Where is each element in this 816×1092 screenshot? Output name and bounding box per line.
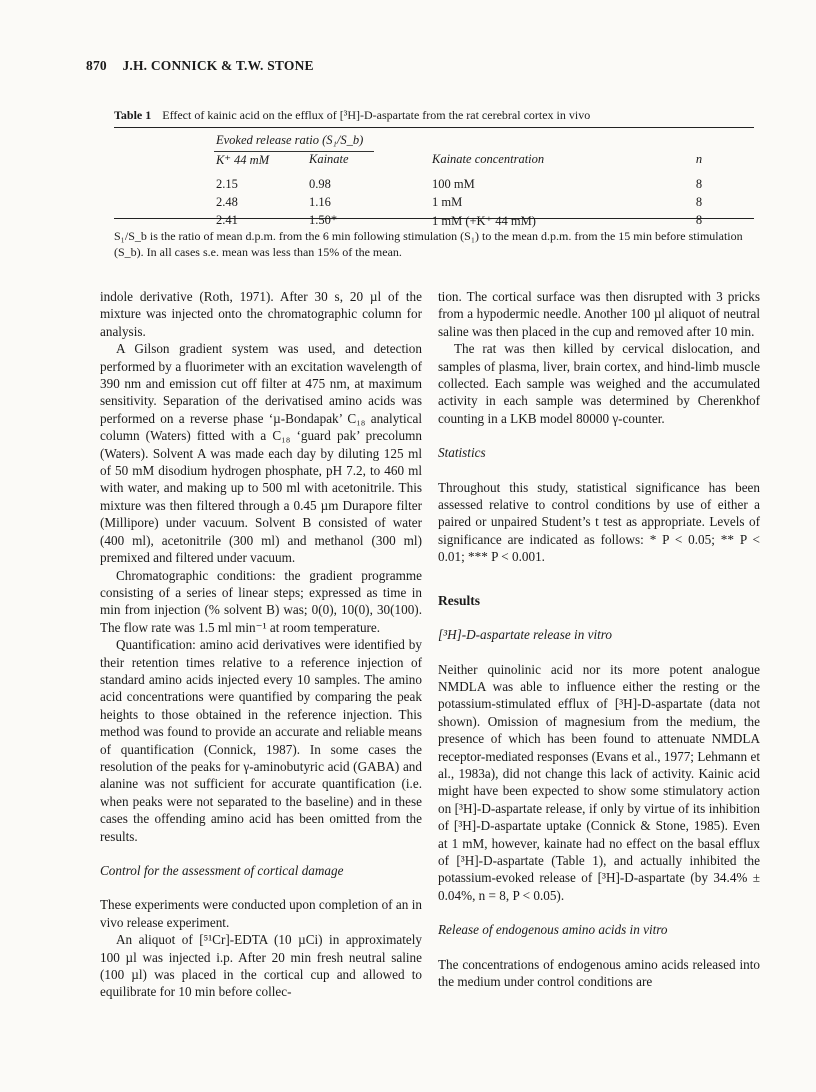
subsection-heading: Release of endogenous amino acids in vitro [438, 922, 668, 938]
cell: 1 mM [432, 195, 463, 209]
header-n: n [695, 152, 703, 166]
data-table [114, 133, 754, 231]
paragraph: Chromatographic conditions: the gradient programme consisting of a series of linear steps; expressed as time in min from injection (% solvent B) was; 0(0), 10(0), 30(100). The flow rate was 1.5 ml min⁻¹ at room temperature. [100, 567, 422, 635]
section-heading-statistics: Statistics [438, 445, 486, 461]
paragraph: Throughout this study, statistical significance has been assessed relative to control conditions by use of either a paired or unpaired Student’s t test as appropriate. Levels of significance are indicated as follows: * P < 0.05; ** P < 0.01; *** P < 0.001. [438, 479, 760, 565]
paragraph: indole derivative (Roth, 1971). After 30 s, 20 µl of the mixture was injected onto the chromatographic column for analysis. [100, 289, 422, 339]
paragraph: An aliquot of [⁵¹Cr]-EDTA (10 µCi) in approximately 100 µl was injected i.p. After 20 min fresh neutral saline (100 µl) was placed in the cortical cup and allowed to equilibrate for 10 min before collec- [100, 932, 422, 1000]
cell: 100 mM [432, 177, 475, 191]
table-row [114, 177, 754, 195]
table-row [114, 195, 754, 213]
right-column [438, 288, 760, 990]
table-top-rule [114, 127, 754, 128]
section-heading: Control for the assessment of cortical damage [100, 863, 344, 878]
cell: 8 [695, 213, 703, 227]
cell: 1.16 [309, 195, 331, 209]
paragraph: The concentrations of endogenous amino acids released into the medium under control conditions are [438, 956, 760, 989]
cell: 1.50* [309, 213, 338, 227]
cell: 8 [695, 195, 703, 209]
cell: 2.41 [216, 213, 238, 227]
table-footnote: S₁/S_b is the ratio of mean d.p.m. from the 6 min following stimulation (S₁) to the mean d.p.m. from the 15 min before stimulation (S_b). In all cases s.e. mean was less than 15% of the mean. [114, 229, 743, 259]
paragraph: The rat was then killed by cervical dislocation, and samples of plasma, liver, brain cortex, and hind-limb muscle collected. Each sample was weighed and the accumulated activity in each sample was determined by Cherenkhof counting in a LKB model 80000 γ-counter. [438, 341, 760, 426]
paragraph: A Gilson gradient system was used, and detection performed by a fluorimeter with an excitation wavelength of 390 nm and emission cut off filter at 475 nm, at maximum sensitivity. Separation of the derivatised amino acids was performed on a reverse phase ‘µ-Bondapak’ C₁₈ analytical column (Waters) fitted with a C₁₈ ‘guard pak’ precolumn (Waters). Solvent A was made each day by diluting 125 ml of 50 mM disodium hydrogen phosphate, pH 7.2, to 460 ml with water, and making up to 500 ml with acetonitrile. This mixture was then filtered through a 0.45 µm Durapore filter (Millipore) under vacuum. Solvent B consisted of water (400 ml), acetonitrile (300 ml) and methanol (300 ml) premixed and filtered under vacuum. [100, 341, 422, 566]
subsection-heading: [³H]-D-aspartate release in vitro [438, 627, 613, 643]
group-heading: Evoked release ratio (S₁/S_b) [216, 133, 364, 147]
section-heading-results: Results [438, 592, 481, 608]
paragraph: Neither quinolinic acid nor its more potent analogue NMDLA was able to influence either the resting or the potassium-stimulated efflux of [³H]-D-aspartate (data not shown). Omission of magnesium from the medium, the presence of which has been found to attenuate NMDLA receptor-mediated responses (Evans et al., 1977; Lehmann et al., 1983a), did not change this lack of activity. Kainic acid might have been expected to show some stimulatory action on [³H]-D-aspartate release, if only by virtue of its inhibition of [³H]-D-aspartate uptake (Connick & Stone, 1985). Even at 1 mM, however, kainate had no effect on the basal efflux of [³H]-D-aspartate (Table 1), and actually inhibited the potassium-evoked release of [³H]-D-aspartate (by 34.4% ± 0.04%, n = 8, P < 0.05). [438, 661, 760, 903]
paragraph: Quantification: amino acid derivatives were identified by their retention times relative to a reference injection of standard amino acids injected every 10 samples. The amino acid concentrations were quantified by comparing the peak heights to those obtained in the reference injection. This method was found to provide an accurate and reliable means of quantification (Connick, 1987). In some cases the resolution of the peaks for γ-aminobutyric acid (GABA) and alanine was not sufficient for accurate quantification (i.e. when peaks were not separated to the baseline) and in these cases the offending amino acid has been omitted from the results. [100, 637, 422, 844]
table-bottom-rule [114, 218, 754, 219]
cell: 0.98 [309, 177, 331, 191]
table-caption-text: Effect of kainic acid on the efflux of [³H]-D-aspartate from the rat cerebral cortex in vivo [162, 108, 591, 122]
left-column [100, 288, 422, 1001]
cell: 2.15 [216, 177, 238, 191]
cell: 8 [695, 177, 703, 191]
table-header-row [114, 152, 754, 170]
cell: 2.48 [216, 195, 238, 209]
table-caption [114, 108, 754, 123]
cell: 1 mM (+K⁺ 44 mM) [432, 214, 536, 228]
header-kainate: Kainate [309, 152, 349, 166]
header-k44: K⁺ 44 mM [216, 153, 270, 167]
table-label: Table 1 [114, 108, 152, 122]
running-header [86, 58, 314, 74]
running-head-authors: J.H. CONNICK & T.W. STONE [122, 58, 314, 73]
paragraph: These experiments were conducted upon completion of an in vivo release experiment. [100, 897, 422, 930]
page-number: 870 [86, 58, 107, 73]
header-concentration: Kainate concentration [432, 152, 545, 166]
table-group-heading-row [114, 133, 754, 151]
paragraph: tion. The cortical surface was then disrupted with 3 pricks from a hypodermic needle. Another 100 µl aliquot of neutral saline was then placed in the cup and removed after 10 min. [438, 289, 760, 339]
